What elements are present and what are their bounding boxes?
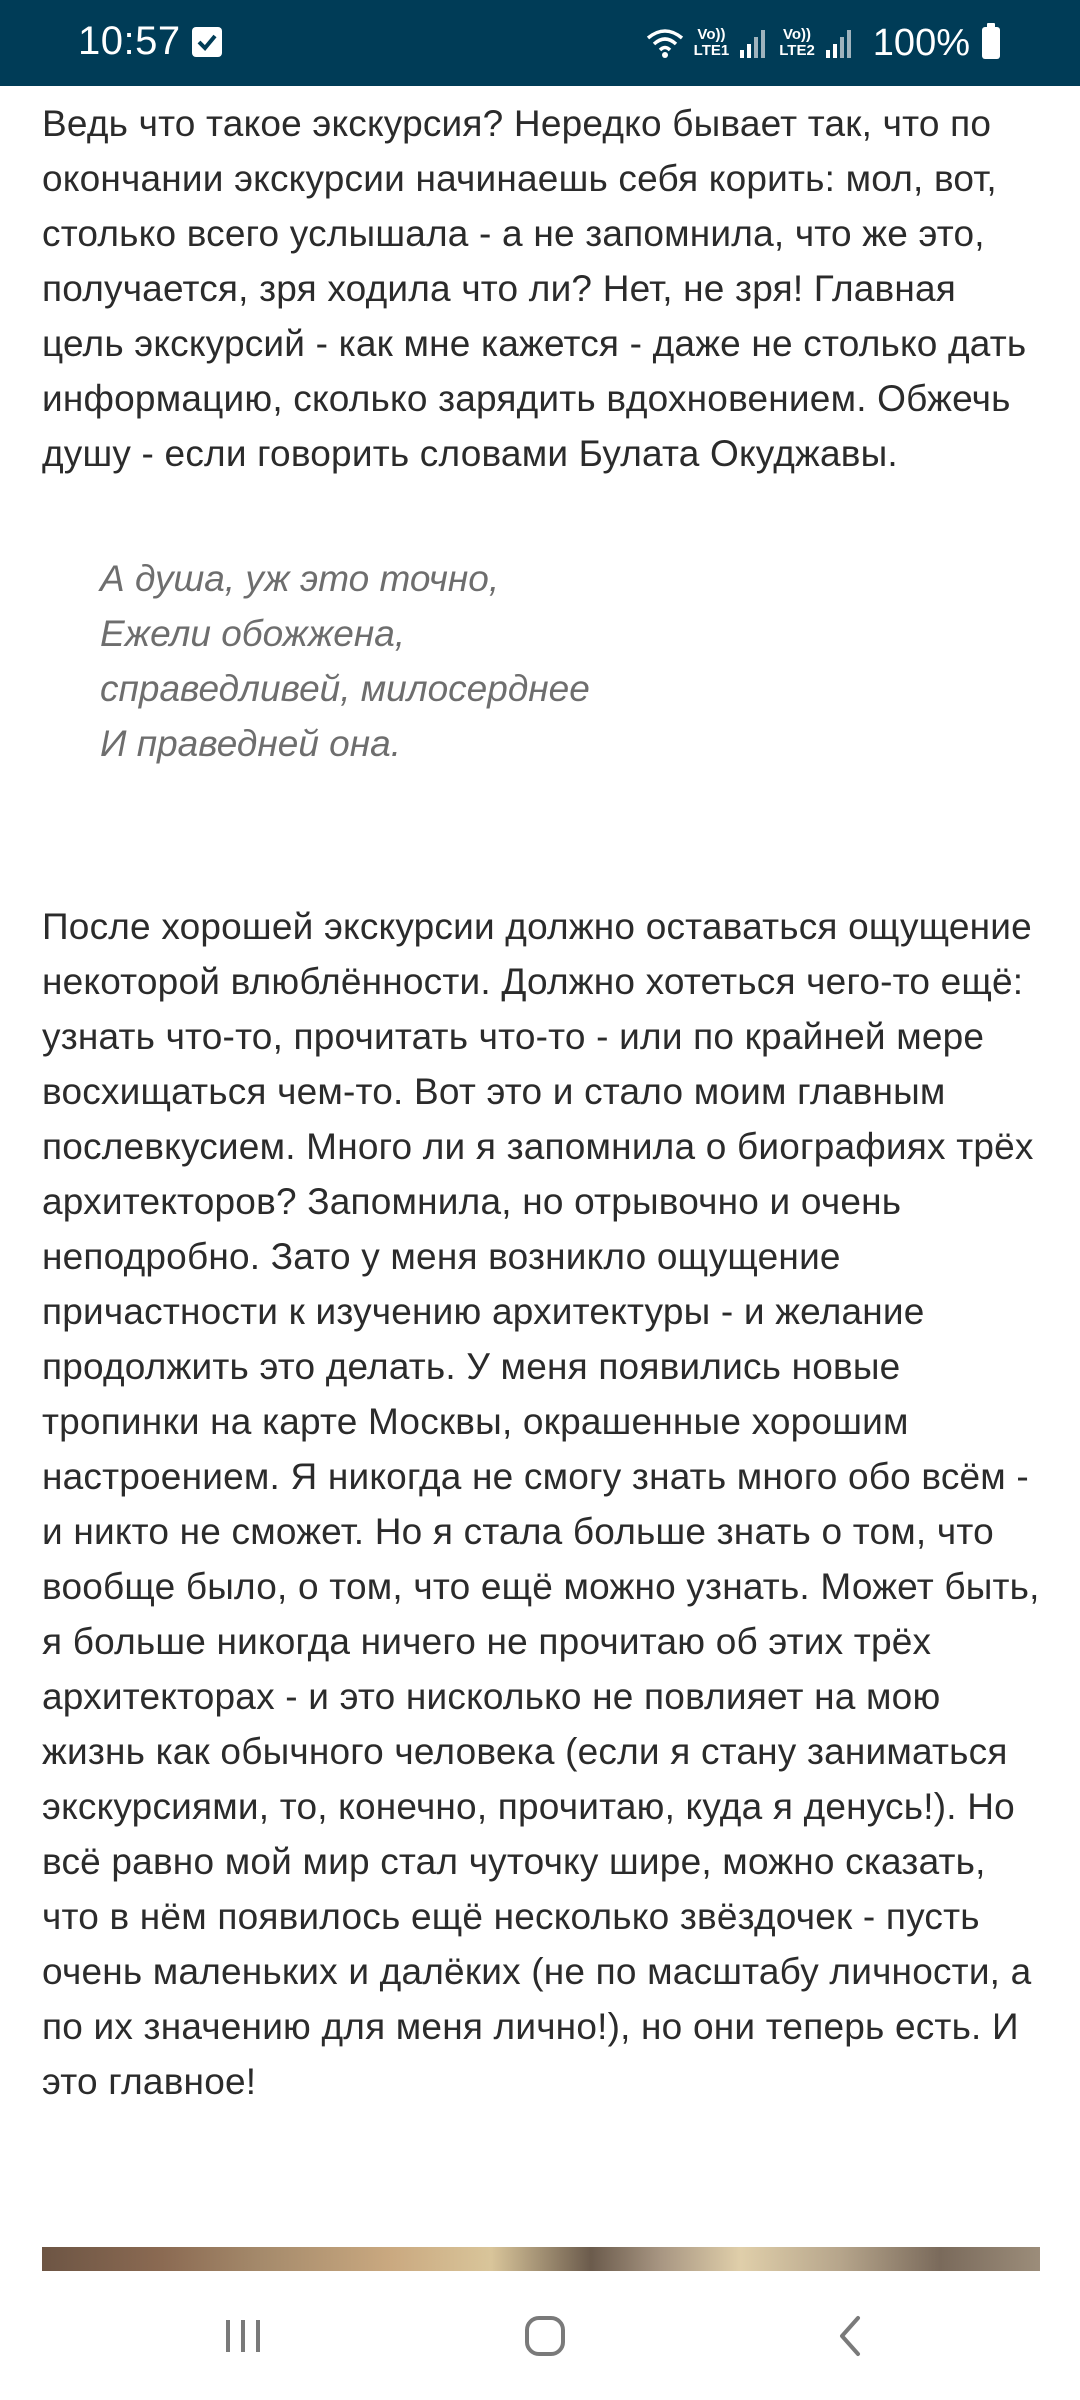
status-bar <box>0 0 1080 86</box>
navigation-bar <box>0 2271 1080 2400</box>
battery-icon <box>982 27 1000 59</box>
poem-quote <box>100 551 1042 771</box>
wifi-icon <box>646 28 684 58</box>
recents-icon[interactable] <box>208 2301 278 2371</box>
home-icon[interactable] <box>510 2301 580 2371</box>
sim2-label: Vo)) LTE2 <box>779 26 815 59</box>
back-icon[interactable] <box>815 2301 885 2371</box>
article-paragraph-1: Ведь что такое экскурсия? Нередко бывает так, что по окончании экскурсии начинаешь себя корить: мол, вот, столько всего услышала - а не запомнила, что же это, получается, зря ходила что ли? Нет, не зря! Главная цель экскурсий - как мне кажется - даже не столько дать информацию, сколько зарядить вдохновением. Обжечь душу - если говорить словами Булата Окуджавы. <box>42 103 1027 474</box>
signal-icon <box>739 28 769 58</box>
sim1-label: Vo)) LTE1 <box>693 26 730 59</box>
article-content <box>42 86 1042 2268</box>
poem-line: А душа, уж это точно, <box>100 558 500 599</box>
poem-line: справедливей, милосерднее <box>100 668 590 709</box>
article-paragraph-2: После хорошей экскурсии должно оставаться ощущение некоторой влюблённости. Должно хотеться чего-то ещё: узнать что-то, прочитать что-то - или по крайней мере восхищаться чем-то. Вот это и стало моим главным послевкусием. Много ли я запомнила о биографиях трёх архитекторов? Запомнила, но отрывочно и очень неподробно. Зато у меня возникло ощущение причастности к изучению архитектуры - и желание продолжить это делать. У меня появились новые тропинки на карте Москвы, окрашенные хорошим настроением. Я никогда не смогу знать много обо всём - и никто не сможет. Но я стала больше знать о том, что вообще было, о том, что ещё можно узнать. Может быть, я больше никогда ничего не прочитаю об этих трёх архитекторах - и это нисколько не повлияет на мою жизнь как обычного человека (если я стану заниматься экскурсиями, то, конечно, прочитаю, куда я денусь!). Но всё равно мой мир стал чуточку шире, можно сказать, что в нём появилось ещё несколько звёздочек - пусть очень маленьких и далёких (не по масштабу личности, а по их значению для меня лично!), но они теперь есть. И это главное! <box>42 906 1040 2102</box>
check-notification-icon <box>192 27 222 57</box>
poem-line: И праведней она. <box>100 723 401 764</box>
poem-line: Ежели обожжена, <box>100 613 406 654</box>
status-indicators <box>646 0 1000 86</box>
article-photo[interactable] <box>42 2247 1040 2271</box>
status-time: 10:57 <box>78 19 181 63</box>
signal-icon <box>825 28 855 58</box>
battery-percent: 100% <box>872 21 970 64</box>
